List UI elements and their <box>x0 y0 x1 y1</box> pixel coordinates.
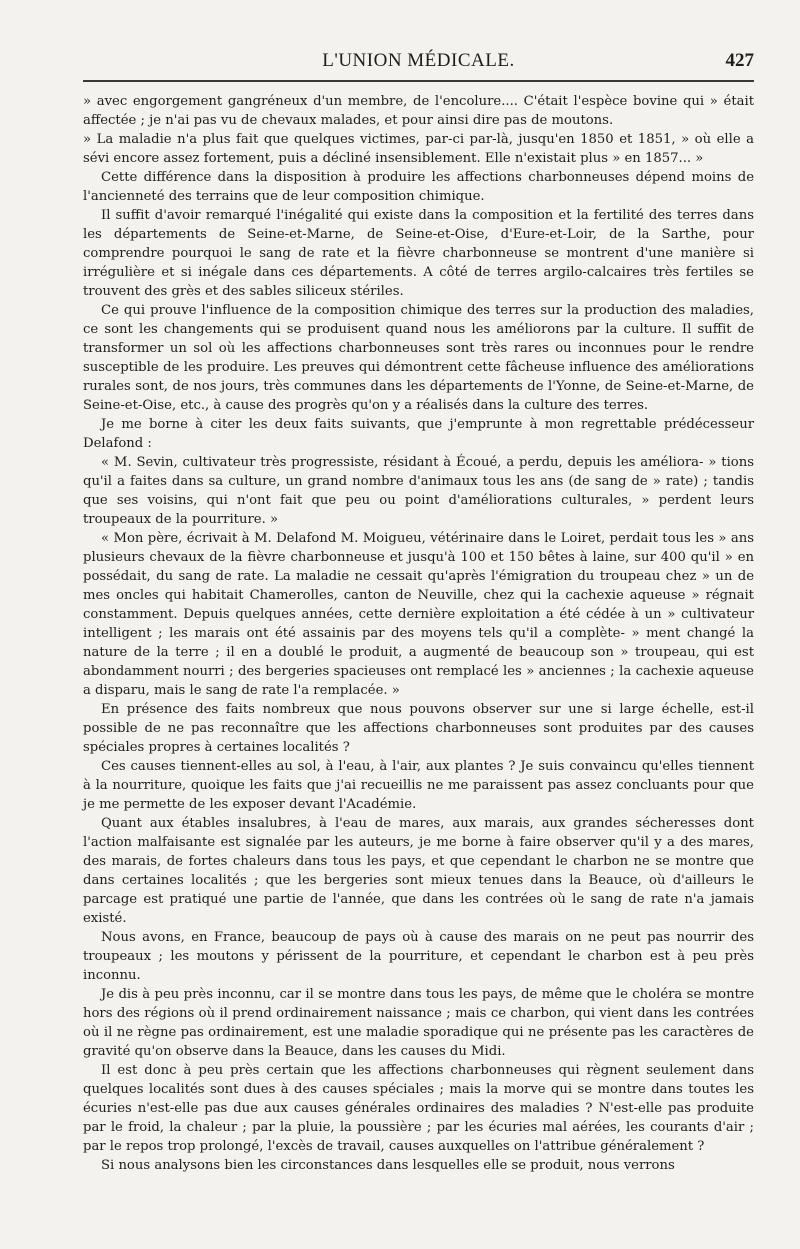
quoted-paragraph: « Mon père, écrivait à M. Delafond M. Moigueu, vétérinaire dans le Loiret, perdait tous les » ans plusieurs chevaux de la fièvre charbonneuse et jusqu'à 100 et 150 bêtes à laine, sur 400 qu'il » en possédait, du sang de rate. La maladie ne cessait qu'après l'émigration du troupeau chez » un de mes oncles qui habitait Chamerolles, canton de Neuville, chez qui la cachexie aqueuse » régnait constamment. Depuis quelques années, cette dernière exploitation a été cédée à un » cultivateur intelligent ; les marais ont été assainis par des moyens tels qu'il a complète- » ment changé la nature de la terre ; il en a doublé le produit, a augmenté de beaucoup son » troupeau, qui est abondamment nourri ; des bergeries spacieuses ont remplacé les » anciennes ; la cachexie aqueuse a disparu, mais le sang de rate l'a remplacée. » <box>83 531 754 698</box>
journal-title: L'UNION MÉDICALE. <box>322 50 515 71</box>
paragraph: » avec engorgement gangréneux d'un membre, de l'encolure.... C'était l'espèce bovine qui » était affectée ; je n'ai pas vu de chevaux malades, et pour ainsi dire pas de moutons. <box>83 94 754 128</box>
paragraph: Quant aux étables insalubres, à l'eau de mares, aux marais, aux grandes sécheresses dont l'action malfaisante est signalée par les auteurs, je me borne à faire observer qu'il y a des mares, des marais, de fortes chaleurs dans tous les pays, et que cependant le charbon ne se montre que dans certaines localités ; que les bergeries sont mieux tenues dans la Beauce, où d'ailleurs le parcage est pratiqué une partie de l'année, que dans les contrées où le sang de rate n'a jamais existé. <box>83 816 754 926</box>
page-number: 427 <box>725 50 754 71</box>
paragraph: Ce qui prouve l'influence de la composition chimique des terres sur la production des maladies, ce sont les changements qui se produisent quand nous les améliorons par la culture. Il suffit de transformer un sol où les affections charbonneuses sont très rares ou inconnues pour le rendre susceptible de les produire. Les preuves qui démontrent cette fâcheuse influence des améliorations rurales sont, de nos jours, très communes dans les départements de l'Yonne, de Seine-et-Marne, de Seine-et-Oise, etc., à cause des progrès qu'on y a réalisés dans la culture des terres. <box>83 303 754 413</box>
page-header <box>83 46 754 76</box>
paragraph: En présence des faits nombreux que nous pouvons observer sur une si large échelle, est-il possible de ne pas reconnaître que les affections charbonneuses sont produites par des causes spéciales propres à certaines localités ? <box>83 702 754 755</box>
paragraph: » La maladie n'a plus fait que quelques victimes, par-ci par-là, jusqu'en 1850 et 1851, » où elle a sévi encore assez fortement, puis a décliné insensiblement. Elle n'existait plus » en 1857... » <box>83 132 754 166</box>
paragraph: Je dis à peu près inconnu, car il se montre dans tous les pays, de même que le choléra se montre hors des régions où il prend ordinairement naissance ; mais ce charbon, qui vient dans les contrées où il ne règne pas ordinairement, est une maladie sporadique qui ne présente pas les caractères de gravité qu'on observe dans la Beauce, dans les causes du Midi. <box>83 987 754 1059</box>
paragraph: Cette différence dans la disposition à produire les affections charbonneuses dépend moins de l'ancienneté des terrains que de leur composition chimique. <box>83 170 754 204</box>
paragraph: Je me borne à citer les deux faits suivants, que j'emprunte à mon regrettable prédécesseur Delafond : <box>83 417 754 451</box>
paragraph: Nous avons, en France, beaucoup de pays où à cause des marais on ne peut pas nourrir des troupeaux ; les moutons y périssent de la pourriture, et cependant le charbon est à peu près inconnu. <box>83 930 754 983</box>
paragraph: Il suffit d'avoir remarqué l'inégalité qui existe dans la composition et la fertilité des terres dans les départements de Seine-et-Marne, de Seine-et-Oise, d'Eure-et-Loir, de la Sarthe, pour comprendre pourquoi le sang de rate et la fièvre charbonneuse se montrent d'une manière si irrégulière et si inégale dans ces départements. A côté de terres argilo-calcaires très fertiles se trouvent des grès et des sables siliceux stériles. <box>83 208 754 299</box>
paragraph: Il est donc à peu près certain que les affections charbonneuses qui règnent seulement dans quelques localités sont dues à des causes spéciales ; mais la morve qui se montre dans toutes les écuries n'est-elle pas due aux causes générales ordinaires des maladies ? N'est-elle pas produite par le froid, la chaleur ; par la pluie, la poussière ; par les écuries mal aérées, les courants d'air ; par le repos trop prolongé, l'excès de travail, causes auxquelles on l'attribue généralement ? <box>83 1063 754 1154</box>
paragraph: Si nous analysons bien les circonstances dans lesquelles elle se produit, nous verrons <box>101 1158 675 1173</box>
article-body <box>83 92 754 1175</box>
header-rule <box>83 80 754 82</box>
quoted-paragraph: « M. Sevin, cultivateur très progressiste, résidant à Écoué, a perdu, depuis les améliora- » tions qu'il a faites dans sa culture, un grand nombre d'animaux tous les ans (de sang de » rate) ; tandis que ses voisins, qui n'ont fait que peu ou point d'améliorations culturales, » perdent leurs troupeaux de la pourriture. » <box>83 455 754 527</box>
paragraph: Ces causes tiennent-elles au sol, à l'eau, à l'air, aux plantes ? Je suis convaincu qu'elles tiennent à la nourriture, quoique les faits que j'ai recueillis ne me paraissent pas assez concluants pour que je me permette de les exposer devant l'Académie. <box>83 759 754 812</box>
